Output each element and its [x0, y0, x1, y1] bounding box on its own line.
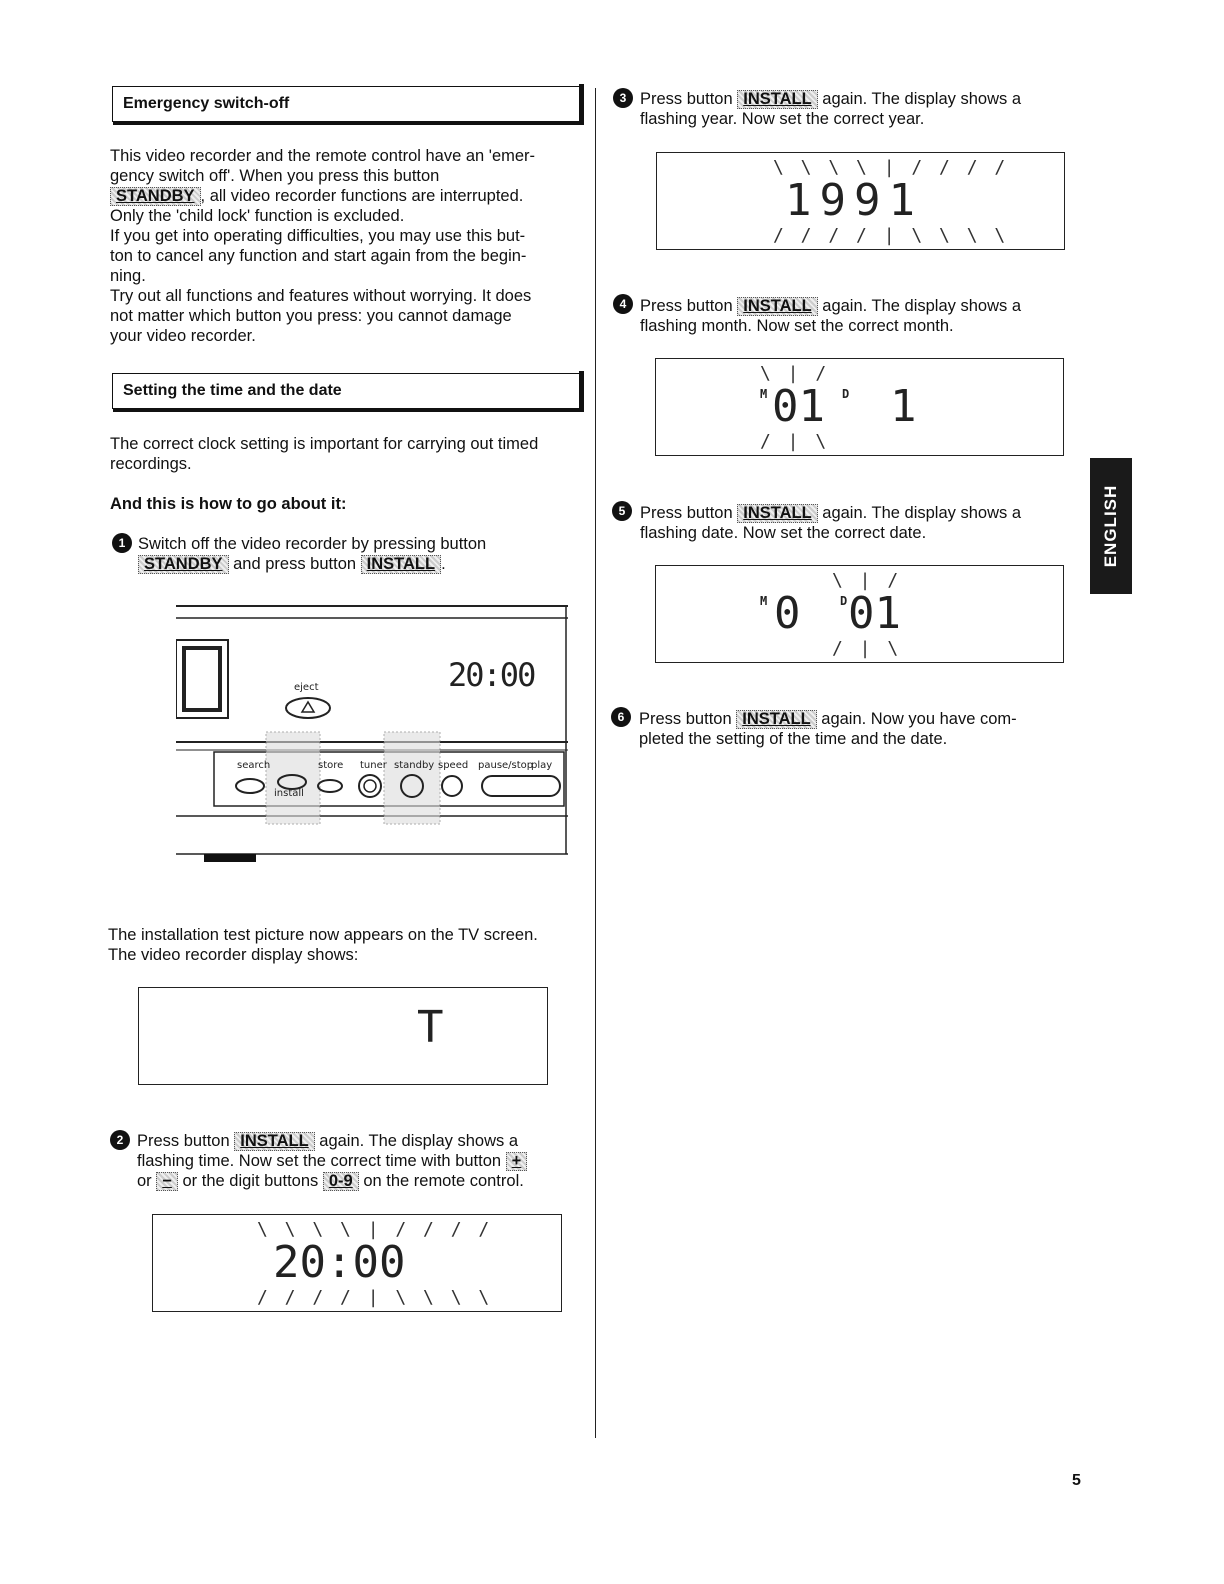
- text-line: If you get into operating difficulties, you may use this but-: [110, 227, 526, 245]
- display-time: [152, 1214, 562, 1312]
- text-line: not matter which button you press: you cannot damage: [110, 307, 512, 325]
- text-line: recordings.: [110, 455, 192, 473]
- search-label: search: [237, 760, 271, 771]
- month-indicator: M: [760, 387, 768, 401]
- step-6-number: 6: [611, 707, 631, 727]
- display-date-value-2: 01: [848, 588, 901, 639]
- text-line: The correct clock setting is important for carrying out timed: [110, 435, 539, 453]
- flash-rays-top: \ | /: [832, 570, 902, 591]
- text-line: Press button INSTALL again. The display shows a: [640, 90, 1021, 108]
- emergency-paragraph: [110, 146, 590, 346]
- text-line: pleted the setting of the time and the date.: [639, 730, 948, 748]
- display-t-symbol: T: [417, 1002, 444, 1053]
- text-line: Only the 'child lock' function is excluded.: [110, 207, 405, 225]
- test-picture-paragraph: [108, 925, 588, 965]
- display-month-extra: 1: [890, 381, 917, 432]
- heading-time-date: [112, 373, 582, 409]
- vcr-illustration: [176, 604, 568, 862]
- text-line: Try out all functions and features without worrying. It does: [110, 287, 532, 305]
- page-number: 5: [1072, 1472, 1081, 1489]
- text-line: flashing date. Now set the correct date.: [640, 524, 927, 542]
- step-5-number: 5: [612, 501, 632, 521]
- step-3-text: [640, 89, 1080, 129]
- pause-stop-label: pause/stop: [478, 760, 534, 771]
- vcr-display: 20:00: [448, 656, 535, 694]
- flash-rays-top: \ \ \ \ | / / / /: [257, 1219, 493, 1240]
- digits-button-label: 0-9: [323, 1172, 359, 1191]
- heading-time-date-text: Setting the time and the date: [123, 382, 342, 399]
- step-1-number: 1: [112, 533, 132, 553]
- install-button-label: INSTALL: [361, 555, 441, 574]
- flash-rays-bottom: / | \: [832, 638, 902, 659]
- flash-rays-bottom: / / / / | \ \ \ \: [773, 225, 1009, 246]
- howto-label: And this is how to go about it:: [110, 495, 347, 513]
- standby-button-label: STANDBY: [138, 555, 229, 574]
- month-indicator: M: [760, 594, 768, 608]
- step-2-text: [137, 1131, 587, 1191]
- text-line: flashing month. Now set the correct month.: [640, 317, 954, 335]
- text-line: Press button INSTALL again. The display shows a: [640, 504, 1021, 522]
- step-2-number: 2: [110, 1130, 130, 1150]
- heading-emergency-text: Emergency switch-off: [123, 95, 290, 112]
- text-line: gency switch off'. When you press this button: [110, 167, 440, 185]
- display-month-value: 01: [772, 381, 825, 432]
- text-line: ton to cancel any function and start again from the begin-: [110, 247, 527, 265]
- speed-label: speed: [438, 760, 469, 771]
- text-line: Press button INSTALL again. The display shows a: [640, 297, 1021, 315]
- text-line: ning.: [110, 267, 146, 285]
- install-button-label: INSTALL: [737, 504, 817, 523]
- step-4-number: 4: [613, 294, 633, 314]
- text-line: STANDBY and press button INSTALL .: [138, 554, 588, 574]
- display-year-value: 1991: [785, 175, 923, 226]
- step-4-text: [640, 296, 1080, 336]
- plus-button-label: +: [506, 1152, 528, 1171]
- language-tab-label: ENGLISH: [1101, 484, 1120, 568]
- display-time-value: 20:00: [273, 1237, 406, 1288]
- day-indicator: D: [842, 387, 850, 401]
- text-line: Press button INSTALL again. The display shows a: [137, 1132, 518, 1150]
- text-line: your video recorder.: [110, 327, 256, 345]
- step-6-text: [639, 709, 1079, 749]
- step-5-text: [640, 503, 1080, 543]
- install-button-label: INSTALL: [737, 297, 817, 316]
- vcr-panel-drawing: [176, 604, 568, 862]
- text-line: flashing time. Now set the correct time with button +: [137, 1151, 587, 1171]
- step-3-number: 3: [613, 88, 633, 108]
- text-line: STANDBY , all video recorder functions are interrupted.: [110, 186, 590, 206]
- flash-rays-top: \ | /: [760, 363, 830, 384]
- text-line: Switch off the video recorder by pressing button: [138, 535, 487, 553]
- display-month: [655, 358, 1064, 456]
- clock-paragraph: [110, 434, 590, 474]
- standby-label: standby: [394, 760, 435, 771]
- flash-rays-bottom: / / / / | \ \ \ \: [257, 1287, 493, 1308]
- standby-button-label: STANDBY: [110, 187, 201, 206]
- text-line: The video recorder display shows:: [108, 946, 359, 964]
- step-1-text: [138, 534, 588, 574]
- flash-rays-top: \ \ \ \ | / / / /: [773, 157, 1009, 178]
- text-line: This video recorder and the remote control have an 'emer-: [110, 147, 536, 165]
- eject-label: eject: [294, 682, 319, 693]
- display-tuner: [138, 987, 548, 1085]
- install-button-label: INSTALL: [737, 90, 817, 109]
- heading-emergency: [112, 86, 582, 122]
- column-divider: [595, 88, 596, 1438]
- minus-button-label: −: [156, 1172, 178, 1191]
- install-button-label: INSTALL: [736, 710, 816, 729]
- language-tab: [1090, 458, 1132, 594]
- display-date: [655, 565, 1064, 663]
- text-line: The installation test picture now appears on the TV screen.: [108, 926, 538, 944]
- play-label: play: [531, 760, 553, 771]
- day-indicator: D: [840, 594, 848, 608]
- install-label: install: [274, 788, 304, 799]
- text-line: flashing year. Now set the correct year.: [640, 110, 925, 128]
- text-line: or − or the digit buttons 0-9 on the remote control.: [137, 1172, 524, 1190]
- display-date-value: 0: [774, 588, 801, 639]
- tuner-label: tuner: [360, 760, 387, 771]
- store-label: store: [318, 760, 344, 771]
- display-year: [656, 152, 1065, 250]
- text-line: Press button INSTALL again. Now you have com-: [639, 710, 1017, 728]
- flash-rays-bottom: / | \: [760, 431, 830, 452]
- install-button-label: INSTALL: [234, 1132, 314, 1151]
